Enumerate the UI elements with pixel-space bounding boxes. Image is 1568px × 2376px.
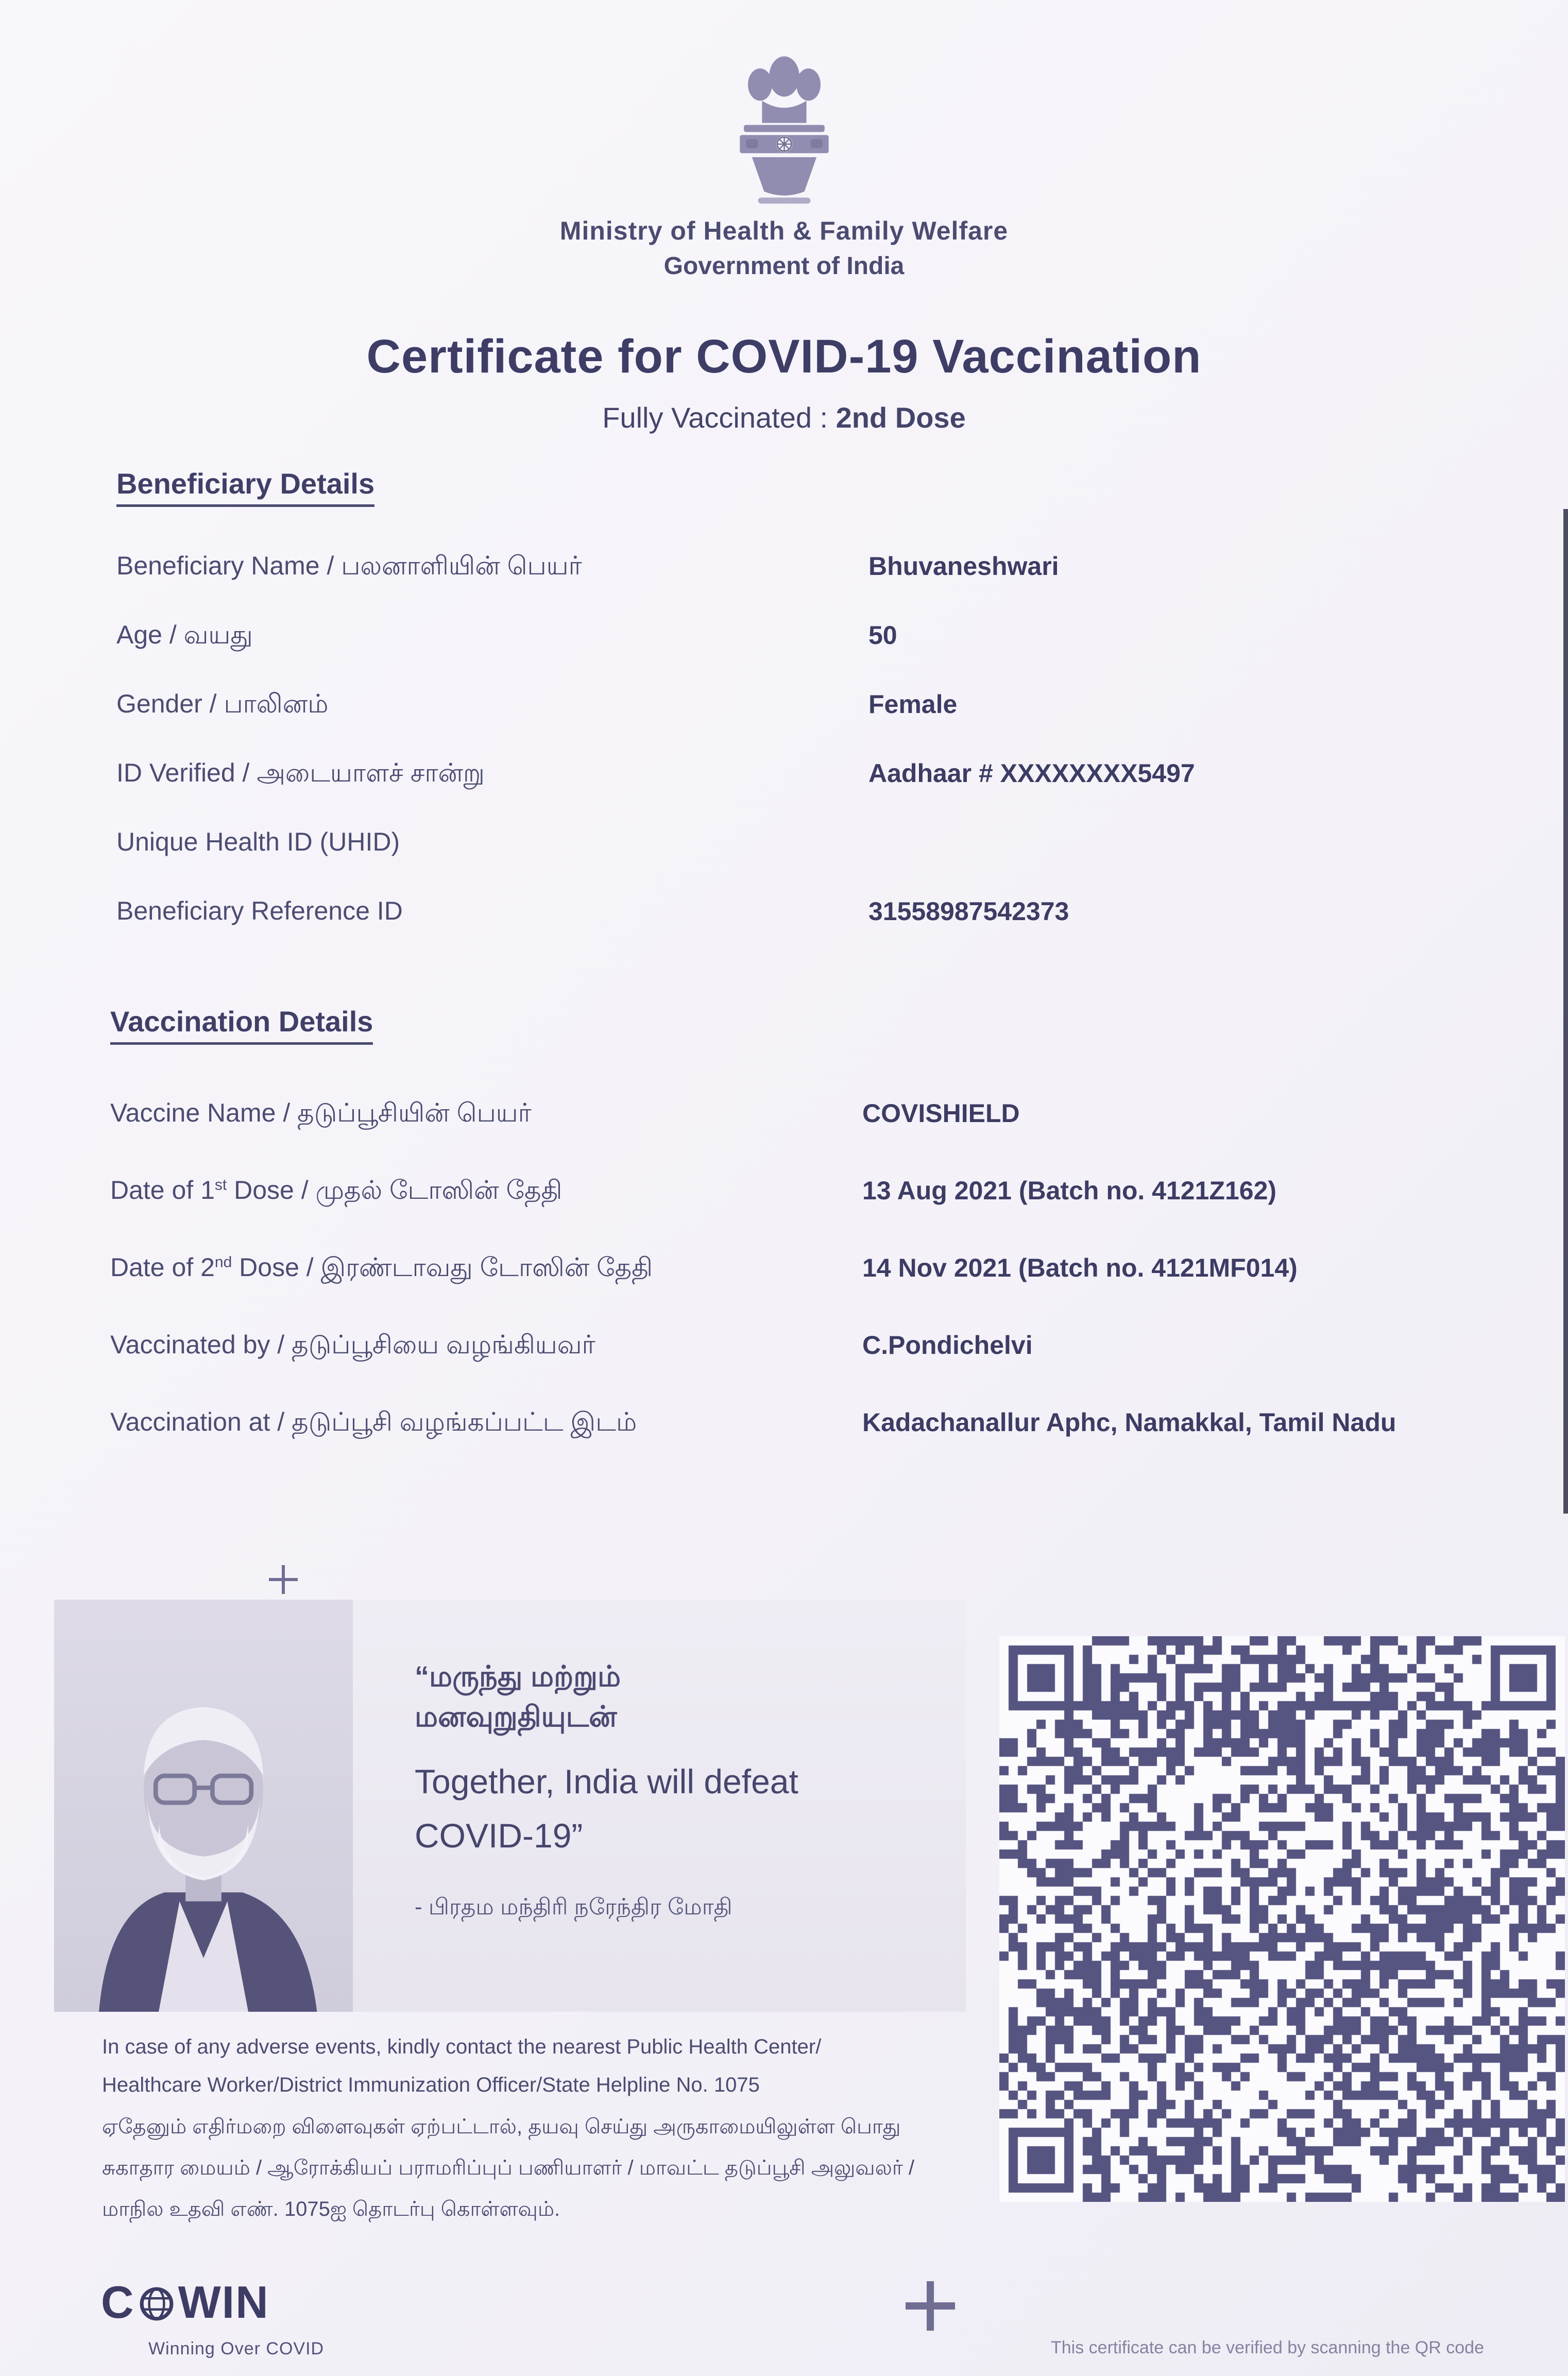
field-row-vaccinated-by: [110, 1324, 1501, 1401]
label-part: Vaccination at / தடுப்பூசி வழங்கப்பட்ட இடம்: [110, 1407, 637, 1436]
pm-portrait: [54, 1600, 353, 2012]
field-row-uhid: [116, 821, 1501, 890]
field-row-beneficiary-name: [116, 545, 1501, 614]
cowin-logo-c: C: [101, 2277, 135, 2328]
field-value: 31558987542373: [868, 897, 1069, 926]
vaccination-details-heading: Vaccination Details: [110, 1005, 373, 1045]
masthead: [0, 41, 1568, 280]
field-row-first-dose-date: [110, 1169, 1501, 1247]
subtitle-prefix: Fully Vaccinated :: [602, 401, 836, 434]
label-part: Date of 1: [110, 1176, 215, 1204]
quote-english-line1: Together, India will defeat: [415, 1762, 798, 1801]
beneficiary-details-heading: Beneficiary Details: [116, 467, 374, 507]
subtitle-dose: 2nd Dose: [836, 401, 966, 434]
field-label: Beneficiary Reference ID: [116, 896, 403, 925]
field-label: Unique Health ID (UHID): [116, 827, 400, 856]
government-line: Government of India: [663, 252, 905, 280]
ministry-line: Ministry of Health & Family Welfare: [559, 216, 1009, 245]
label-part: Vaccinated by / தடுப்பூசியை வழங்கியவர்: [110, 1330, 595, 1359]
field-label: [110, 1324, 862, 1365]
field-value: Female: [868, 690, 958, 719]
field-label: [110, 1092, 862, 1133]
label-part: Vaccine Name / தடுப்பூசியின் பெயர்: [110, 1098, 532, 1127]
quote-tamil-line1: “மருந்து மற்றும்: [415, 1660, 621, 1692]
field-row-id-verified: [116, 752, 1501, 821]
field-row-age: [116, 614, 1501, 683]
quote-tamil-line2: மனவுறுதியுடன்: [415, 1700, 617, 1733]
quote-attribution: - பிரதம மந்திரி நரேந்திர மோதி: [415, 1894, 732, 1920]
field-row-reference-id: [116, 890, 1501, 959]
label-superscript: st: [214, 1176, 227, 1194]
field-label: Beneficiary Name / பலனாளியின் பெயர்: [116, 551, 582, 580]
qr-code: [999, 1636, 1565, 2202]
adverse-events-notice-tamil: ஏதேனும் எதிர்மறை விளைவுகள் ஏற்பட்டால், தயவு செய்து அருகாமையிலுள்ள பொது சுகாதார மையம் / ஆரோக்கியப் பராமரிப்புப் பணியாளர் / மாவட்ட தடுப்பூசி அலுவலர் / மாநில உதவி எண். 1075ஐ தொடர்பு கொள்ளவும்.: [102, 2115, 914, 2220]
field-value: Bhuvaneshwari: [868, 552, 1059, 581]
quote-english: [415, 1755, 950, 1863]
vaccination-details: [110, 1092, 1501, 1479]
field-value: COVISHIELD: [862, 1099, 1020, 1128]
field-label: ID Verified / அடையாளச் சான்று: [116, 758, 485, 787]
field-label: [110, 1247, 862, 1288]
field-value: Aadhaar # XXXXXXXX5497: [868, 759, 1195, 788]
field-value: 14 Nov 2021 (Batch no. 4121MF014): [862, 1253, 1298, 1282]
beneficiary-details: [116, 545, 1501, 959]
field-value: 13 Aug 2021 (Batch no. 4121Z162): [862, 1176, 1277, 1205]
field-label: Gender / பாலினம்: [116, 689, 329, 718]
label-part: Dose / முதல் டோஸின் தேதி: [227, 1176, 563, 1204]
pm-quote: [415, 1656, 950, 1923]
field-label: [110, 1169, 862, 1211]
quote-english-line2: COVID-19”: [415, 1817, 583, 1855]
field-row-gender: [116, 683, 1501, 752]
cowin-globe-icon: [138, 2285, 175, 2322]
adverse-events-notice-english: In case of any adverse events, kindly contact the nearest Public Health Center/ Healthcare Worker/District Immunization Officer/State Helpline No. 1075: [102, 2035, 822, 2096]
certificate-subtitle: [0, 401, 1568, 434]
field-label: [110, 1401, 862, 1442]
india-national-emblem-icon: [724, 41, 845, 209]
label-superscript: nd: [214, 1253, 232, 1271]
label-part: Date of 2: [110, 1253, 215, 1282]
cowin-tagline: Winning Over COVID: [148, 2339, 325, 2358]
label-part: Dose / இரண்டாவது டோஸின் தேதி: [232, 1253, 653, 1282]
field-row-vaccinated-at: [110, 1401, 1501, 1479]
quote-tamil: [415, 1656, 950, 1737]
field-row-second-dose-date: [110, 1247, 1501, 1324]
field-value: C.Pondichelvi: [862, 1331, 1033, 1360]
field-row-vaccine-name: [110, 1092, 1501, 1169]
field-label: Age / வயது: [116, 620, 253, 649]
field-value: Kadachanallur Aphc, Namakkal, Tamil Nadu: [862, 1408, 1396, 1437]
cowin-logo-win: WIN: [178, 2277, 269, 2328]
field-value: 50: [868, 621, 897, 650]
scan-edge-artifact: [1563, 509, 1568, 1514]
crop-mark-icon: [906, 2281, 955, 2331]
cowin-logo: [101, 2276, 269, 2329]
certificate-title: Certificate for COVID-19 Vaccination: [366, 330, 1202, 383]
crop-mark-icon: [269, 1565, 298, 1594]
qr-caption: This certificate can be verified by scanning the QR code: [1051, 2338, 1484, 2357]
pm-quote-banner: [54, 1600, 966, 2012]
